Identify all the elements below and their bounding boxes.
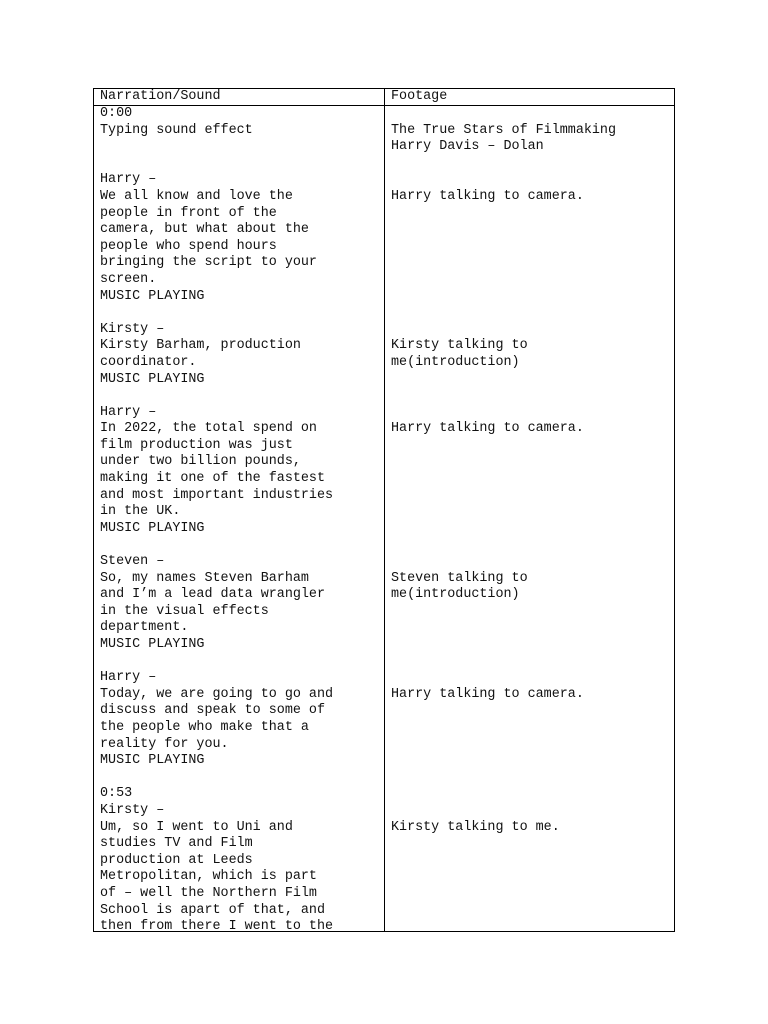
footage-line	[391, 654, 671, 671]
narration-line: Um, so I went to Uni and	[100, 819, 293, 835]
footage-line: The True Stars of Filmmaking	[391, 122, 616, 138]
footage-column-header: Footage	[391, 89, 448, 104]
narration-line: film production was just	[100, 437, 293, 453]
footage-line	[391, 206, 671, 223]
narration-line: We all know and love the	[100, 188, 293, 204]
footage-column	[391, 106, 671, 836]
narration-line: Kirsty –	[100, 802, 165, 818]
narration-line: in the visual effects	[100, 603, 269, 619]
footage-line	[391, 172, 671, 189]
narration-line: 0:00	[100, 106, 133, 121]
footage-line: Kirsty talking to	[391, 338, 528, 354]
footage-line: Harry talking to camera.	[391, 421, 584, 437]
footage-line	[391, 255, 671, 272]
footage-line	[391, 454, 671, 471]
narration-line: and most important industries	[100, 487, 334, 503]
narration-line: In 2022, the total spend on	[100, 421, 317, 437]
narration-line	[100, 537, 380, 554]
narration-line	[100, 388, 380, 405]
footage-line	[391, 770, 671, 787]
narration-line: and I’m a lead data wrangler	[100, 587, 325, 603]
footage-line	[391, 222, 671, 239]
narration-line: So, my names Steven Barham	[100, 570, 309, 586]
narration-line: Metropolitan, which is part	[100, 869, 317, 885]
narration-line: making it one of the fastest	[100, 471, 325, 487]
script-table	[93, 88, 675, 932]
footage-line	[391, 786, 671, 803]
narration-line: production at Leeds	[100, 852, 253, 868]
narration-line: department.	[100, 620, 189, 636]
footage-line: Harry Davis – Dolan	[391, 139, 544, 155]
footage-line	[391, 471, 671, 488]
narration-line: MUSIC PLAYING	[100, 753, 205, 769]
footage-line	[391, 106, 671, 123]
footage-line	[391, 737, 671, 754]
footage-line: Harry talking to camera.	[391, 686, 584, 702]
narration-line: MUSIC PLAYING	[100, 371, 205, 387]
narration-line: the people who make that a	[100, 719, 309, 735]
narration-line: MUSIC PLAYING	[100, 288, 205, 304]
narration-line: MUSIC PLAYING	[100, 520, 205, 536]
narration-line	[100, 654, 380, 671]
footage-line	[391, 554, 671, 571]
footage-line	[391, 670, 671, 687]
narration-line: Kirsty –	[100, 321, 165, 337]
narration-line: School is apart of that, and	[100, 902, 325, 918]
footage-line	[391, 322, 671, 339]
footage-line	[391, 272, 671, 289]
footage-line	[391, 521, 671, 538]
narration-line: of – well the Northern Film	[100, 885, 317, 901]
narration-line: screen.	[100, 271, 157, 287]
footage-line: Kirsty talking to me.	[391, 819, 560, 835]
narration-column	[100, 106, 380, 932]
column-divider	[384, 89, 385, 931]
narration-line: in the UK.	[100, 504, 181, 520]
footage-line	[391, 720, 671, 737]
footage-line	[391, 289, 671, 306]
narration-line: Harry –	[100, 404, 157, 420]
footage-line	[391, 438, 671, 455]
footage-line: Steven talking to	[391, 570, 528, 586]
narration-line: discuss and speak to some of	[100, 703, 325, 719]
footage-line	[391, 488, 671, 505]
footage-line	[391, 388, 671, 405]
narration-line	[100, 139, 380, 156]
narration-line: Typing sound effect	[100, 122, 253, 138]
footage-line	[391, 305, 671, 322]
narration-line: coordinator.	[100, 354, 197, 370]
narration-line: studies TV and Film	[100, 836, 253, 852]
footage-line	[391, 239, 671, 256]
footage-line	[391, 637, 671, 654]
footage-line: Harry talking to camera.	[391, 188, 584, 204]
narration-line: then from there I went to the	[100, 919, 334, 932]
footage-line	[391, 537, 671, 554]
narration-column-header: Narration/Sound	[100, 89, 221, 104]
narration-line: MUSIC PLAYING	[100, 637, 205, 652]
footage-line: me(introduction)	[391, 354, 520, 370]
footage-line	[391, 372, 671, 389]
narration-line: Kirsty Barham, production	[100, 338, 301, 354]
narration-line: people who spend hours	[100, 238, 277, 254]
narration-line: Today, we are going to go and	[100, 686, 334, 702]
footage-line	[391, 753, 671, 770]
narration-line: Harry –	[100, 670, 157, 686]
narration-line	[100, 770, 380, 787]
narration-line: camera, but what about the	[100, 222, 309, 238]
narration-line: reality for you.	[100, 736, 229, 752]
narration-line	[100, 305, 380, 322]
footage-line	[391, 604, 671, 621]
narration-line: Harry –	[100, 172, 157, 188]
narration-line: Steven –	[100, 554, 165, 570]
footage-line	[391, 405, 671, 422]
footage-line	[391, 703, 671, 720]
footage-line	[391, 156, 671, 173]
narration-line: 0:53	[100, 786, 133, 802]
narration-line	[100, 156, 380, 173]
narration-line: bringing the script to your	[100, 255, 317, 271]
footage-line	[391, 620, 671, 637]
footage-line	[391, 504, 671, 521]
footage-line: me(introduction)	[391, 587, 520, 603]
narration-line: people in front of the	[100, 205, 277, 221]
narration-line: under two billion pounds,	[100, 454, 301, 470]
footage-line	[391, 803, 671, 820]
